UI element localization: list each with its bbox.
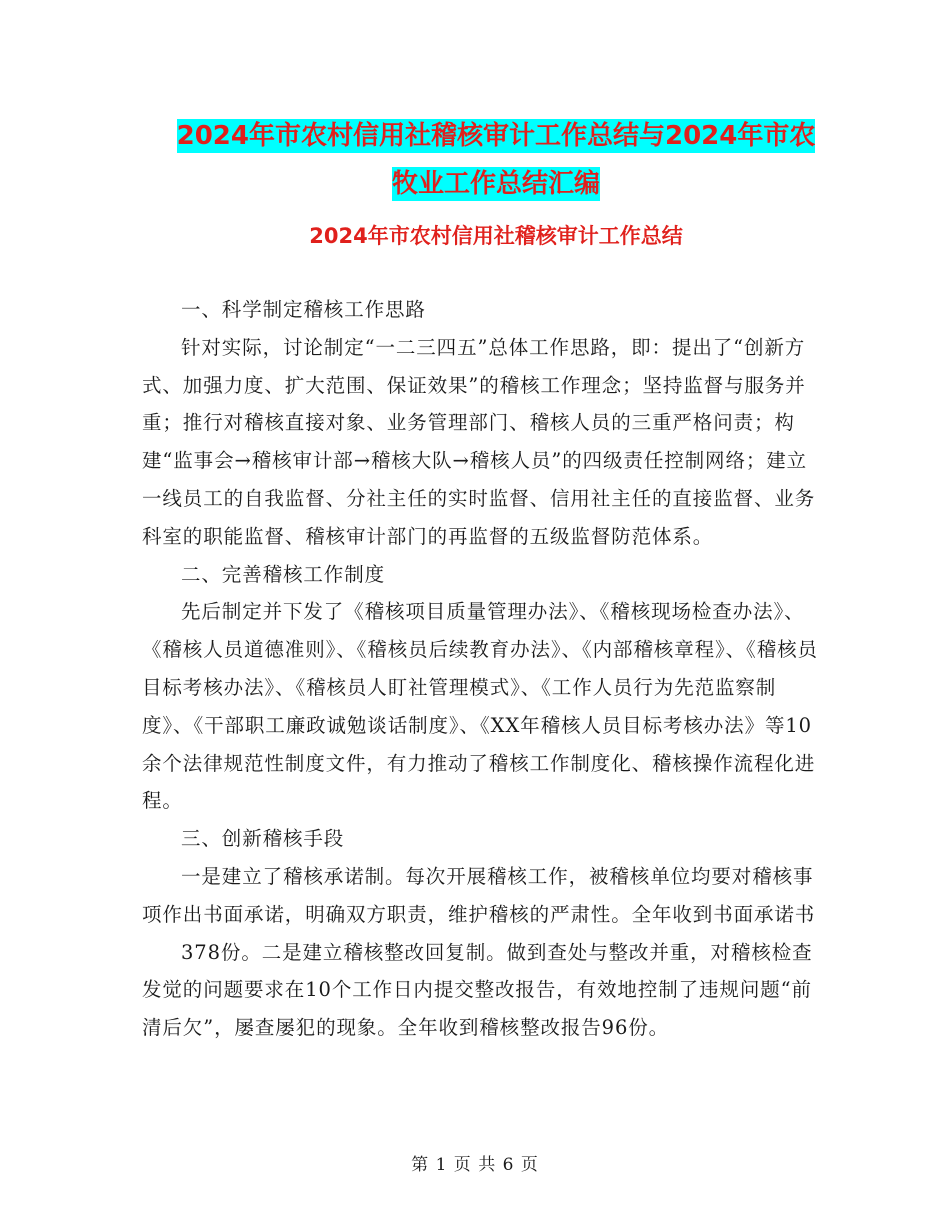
section-heading-2: 二、完善稽核工作制度	[181, 562, 386, 586]
paragraph-3: 一是建立了稽核承诺制。每次开展稽核工作，被稽核单位均要对稽核事项作出书面承诺，明确双方职责，维护稽核的严肃性。全年收到书面承诺书	[142, 864, 816, 926]
section-title: 2024年市农村信用社稽核审计工作总结	[309, 224, 683, 248]
main-title-line2: 牧业工作总结汇编	[391, 169, 600, 199]
paragraph-1: 针对实际，讨论制定“一二三四五”总体工作思路，即：提出了“创新方式、加强力度、扩大范围、保证效果”的稽核工作理念；坚持监督与服务并重；推行对稽核直接对象、业务管理部门、稽核人员的三重严格问责；构建“监事会→稽核审计部→稽核大队→稽核人员”的四级责任控制网络；建立一线员工的自我监督、分社主任的实时监督、信用社主任的直接监督、业务科室的职能监督、稽核审计部门的再监督的五级监督防范体系。	[142, 335, 816, 548]
main-title-line1: 2024年市农村信用社稽核审计工作总结与2024年市农	[176, 121, 816, 151]
paragraph-4: 378份。二是建立稽核整改回复制。做到查处与整改并重，对稽核检查发觉的问题要求在10个工作日内提交整改报告，有效地控制了违规问题“前清后欠”，屡查屡犯的现象。全年收到稽核整改报告96份。	[142, 940, 813, 1040]
document-main-title	[140, 112, 852, 208]
page-footer: 第 1 页 共 6 页	[411, 1155, 539, 1175]
paragraph-2: 先后制定并下发了《稽核项目质量管理办法》、《稽核现场检查办法》、《稽核人员道德准则》、《稽核员后续教育办法》、《内部稽核章程》、《稽核员目标考核办法》、《稽核员人盯社管理模式》、《工作人员行为先范监察制度》、《干部职工廉政诚勉谈话制度》、《XX年稽核人员目标考核办法》等10余个法律规范性制度文件，有力推动了稽核工作制度化、稽核操作流程化进程。	[142, 600, 818, 813]
section-heading-1: 一、科学制定稽核工作思路	[181, 298, 426, 321]
section-heading-3: 三、创新稽核手段	[181, 827, 345, 851]
document-body	[142, 291, 822, 1047]
